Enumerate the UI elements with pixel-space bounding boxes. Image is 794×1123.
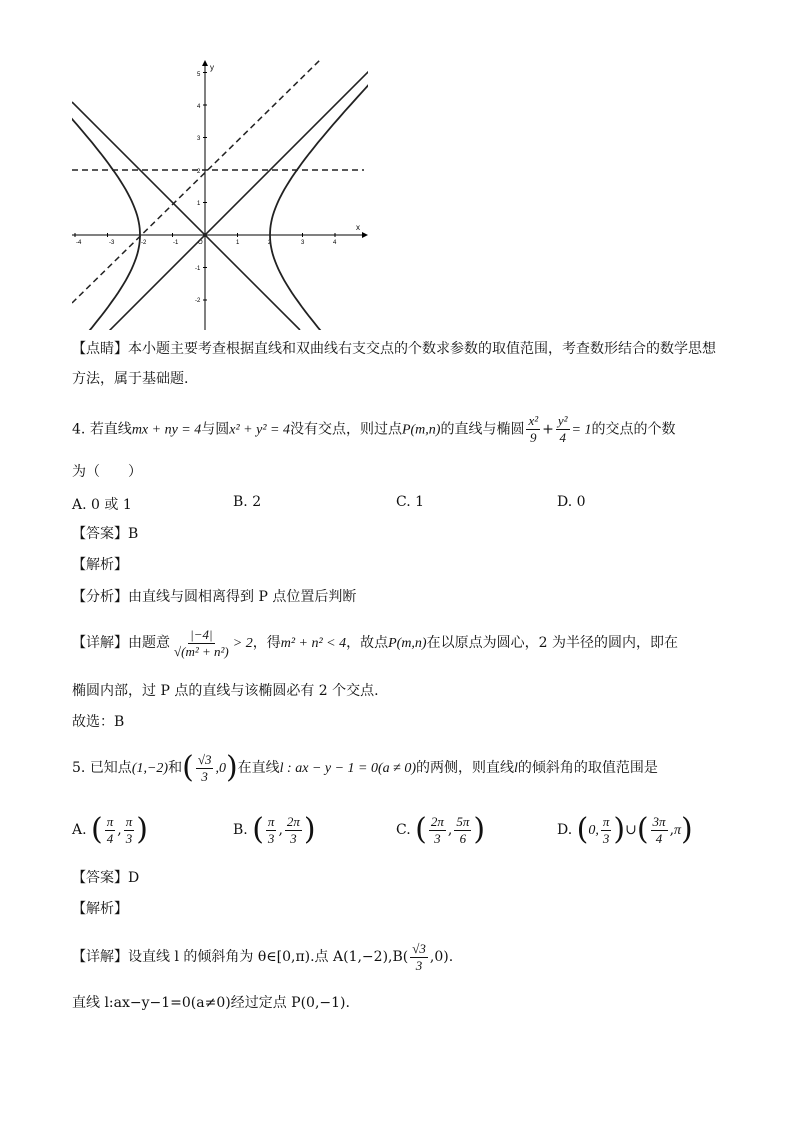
option-label: B. [233,822,248,838]
answer-label: 【答案】 [72,526,128,542]
q5-answer [72,868,139,888]
hyperbola-left-branch [66,58,140,334]
q4-detail-line2: 椭圆内部，过 P 点的直线与该椭圆必有 2 个交点. [72,683,379,699]
y-tick-label: 1 [197,201,201,207]
y-tick-label: 3 [197,136,201,142]
y-tick-label: 2 [197,169,201,175]
detail-text: ，得 [252,635,281,651]
q4-text: 的交点的个数 [591,421,676,438]
q5-text: 和 [168,760,183,776]
q5-l: l [514,761,518,776]
q4-jiexi-label: 【解析】 [72,557,128,573]
dianjing-label: 【点睛】 [72,341,128,357]
x-tick-label: -2 [141,240,147,246]
hyperbola-right-branch [270,58,372,334]
q5-point1: (1,−2) [131,761,169,776]
q5-option-b[interactable]: B. ( $\frac{\pi}{3}$ , $\frac{2\pi}{3}$ ) [233,812,316,847]
y-axis-arrow [202,60,208,66]
detail-text: ，故点 [346,635,389,651]
q4-stem [72,413,676,443]
detail-label: 【详解】 [72,949,128,965]
dianjing-text: 本小题主要考查根据直线和双曲线右支交点的个数求参数的取值范围，考查数形结合的数学思想 [128,341,716,357]
q5-text: 的两侧，则直线 [416,760,515,776]
option-label: A. [72,822,87,838]
q4-circle-equation: x² + y² = 4 [229,422,290,438]
distance-fraction: $\frac{|-4|}{\text{√(m² + n²)}}$ [174,626,229,659]
y-tick-label: -2 [195,298,201,304]
q5-point2-y: ,0 [215,761,226,776]
q4-text: 与圆 [201,421,230,438]
detail-text: 由题意 [128,635,170,651]
q5-text: 已知点 [89,760,132,776]
detail-text: 设直线 l 的倾斜角为 θ∈[0,π).点 A(1,−2),B( [128,949,409,965]
y-tick-label: -1 [195,266,201,272]
q4-choose: 故选：B [72,714,125,730]
q5-option-d[interactable]: D. (0, $\frac{\pi}{3}$ )∪( $\frac{3\pi}{4}$ ,π) [557,812,693,847]
ellipse-y-term: $\frac{\text{y²}}{4}$ [557,413,568,445]
x-tick-label: 4 [333,240,337,246]
x-tick-label: 1 [236,240,240,246]
q5-condition: (a ≠ 0) [378,761,417,776]
analysis-text: 由直线与圆相离得到 P 点位置后判断 [128,589,357,605]
detail-point: P(m,n) [388,636,427,651]
q4-option-b[interactable]: B. 2 [233,494,262,510]
q4-analysis [72,587,356,607]
x-axis-label: x [356,223,360,232]
q5-detail-line1 [72,935,453,979]
asymptote-negative [72,102,300,330]
q5-point2-x: $\frac{√3}{3}$ [197,751,212,784]
y-tick-label: 4 [197,104,201,110]
q5-text: 的倾斜角的取值范围是 [517,760,658,776]
plus-sign: + [542,421,554,438]
detail-text: ,0). [429,949,454,965]
inequality-mn: m² + n² < 4 [280,636,347,651]
q5-option-a[interactable]: A. ( $\frac{\pi}{4}$ , $\frac{\pi}{3}$ ) [72,812,148,847]
q4-stem-line2: 为（ ） [72,464,142,480]
x-tick-label: -1 [173,240,179,246]
x-tick-label: 2 [268,240,272,246]
answer-label: 【答案】 [72,870,128,886]
hyperbola-graph [66,58,372,334]
option-label: C. [396,822,411,838]
dianjing-line1 [72,339,716,359]
q4-answer [72,524,138,544]
dianjing-line2: 方法，属于基础题. [72,371,189,387]
q5-text: 在直线 [237,760,280,776]
asymptote-positive [90,65,372,334]
x-tick-label: -3 [109,240,115,246]
q4-option-a[interactable]: A. 0 或 1 [72,497,132,513]
q4-point: P(m,n) [401,422,441,438]
q4-line-equation: mx + ny = 4 [131,422,202,438]
q4-text: 的直线与椭圆 [440,421,525,438]
answer-value: D [128,870,140,886]
q5-jiexi-label: 【解析】 [72,901,128,917]
q4-text: 若直线 [89,421,132,438]
q4-option-c[interactable]: C. 1 [396,494,425,510]
y-tick-label: 5 [197,72,201,78]
q5-number: 5. [72,760,86,776]
ellipse-x-term: $\frac{\text{x²}}{9}$ [528,413,539,445]
q5-stem: 5. 已知点(1,−2)和( $\frac{√3}{3}$ ,0)在直线l : ax − y − 1 = 0(a ≠ 0)的两侧，则直线l的倾斜角的取值范围是 [72,750,658,785]
detail-text: 在以原点为圆心，2 为半径的圆内，即在 [426,635,678,651]
detail-label: 【详解】 [72,635,128,651]
y-axis-label: y [210,63,214,72]
ellipse-equals: = 1 [571,422,592,438]
analysis-label: 【分析】 [72,589,128,605]
q4-detail-line1 [72,622,678,664]
q5-detail-line2: 直线 l:ax−y−1=0(a≠0)经过定点 P(0,−1). [72,995,350,1011]
inequality: > 2 [232,636,253,651]
q4-text: 没有交点，则过点 [289,421,402,438]
x-tick-label: 3 [301,240,305,246]
q5-option-c[interactable]: C. ( $\frac{2\pi}{3}$ , $\frac{5\pi}{6}$ ) [396,812,486,847]
option-label: D. [557,822,573,838]
x-tick-label: -4 [76,240,82,246]
x-axis-arrow [362,232,368,238]
q4-option-d[interactable]: D. 0 [557,494,586,510]
q5-line-equation: l : ax − y − 1 = 0 [279,761,378,776]
q4-number: 4. [72,421,86,438]
answer-value: B [128,526,139,542]
origin-label: O [198,240,203,246]
point-b-x: $\frac{√3}{3}$ [412,940,426,973]
